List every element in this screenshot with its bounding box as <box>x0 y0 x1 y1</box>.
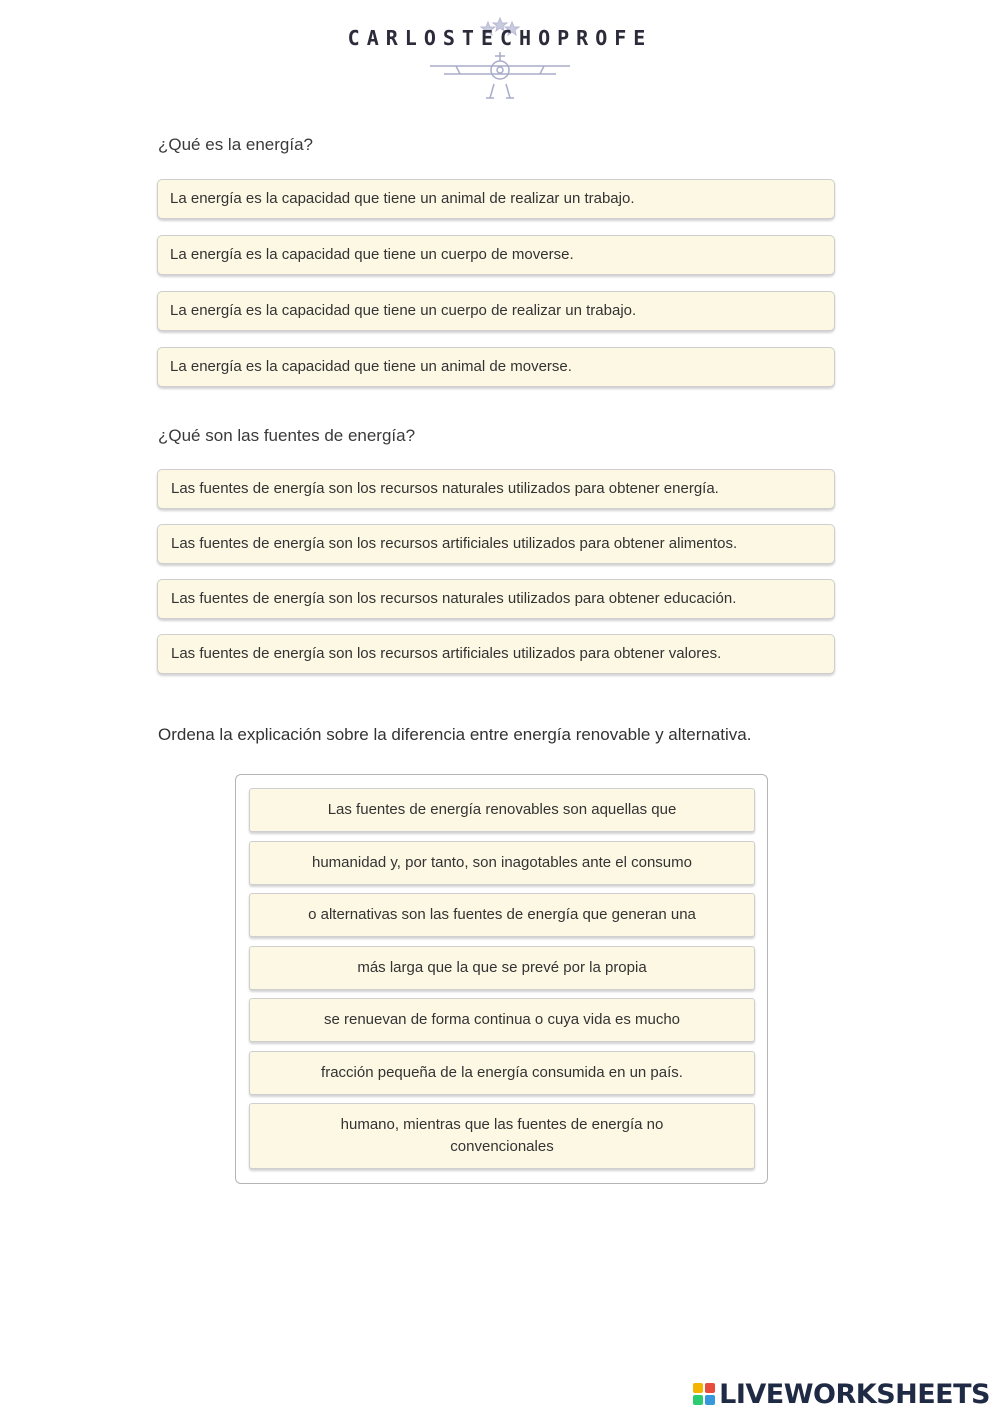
logo-text: CARLOSTECHOPROFE <box>347 26 653 50</box>
liveworksheets-brand: LIVEWORKSHEETS <box>719 1378 990 1410</box>
q1-option-4[interactable]: La energía es la capacidad que tiene un animal de moverse. <box>157 347 835 387</box>
q2-option-3[interactable]: Las fuentes de energía son los recursos naturales utilizados para obtener educación. <box>157 579 835 619</box>
q1-option-2[interactable]: La energía es la capacidad que tiene un cuerpo de moverse. <box>157 235 835 275</box>
site-logo <box>340 14 660 104</box>
order-item-7[interactable]: humano, mientras que las fuentes de energía no convencionales <box>249 1103 755 1169</box>
liveworksheets-logo <box>693 1378 990 1410</box>
question-3-instruction: Ordena la explicación sobre la diferencia entre energía renovable y alternativa. <box>158 725 752 744</box>
ordering-container <box>235 774 768 1184</box>
question-2-title: ¿Qué son las fuentes de energía? <box>158 426 416 445</box>
order-item-2[interactable]: humanidad y, por tanto, son inagotables ante el consumo <box>249 841 755 885</box>
liveworksheets-icon <box>693 1383 715 1405</box>
order-item-5[interactable]: se renuevan de forma continua o cuya vida es mucho <box>249 998 755 1042</box>
question-1-title: ¿Qué es la energía? <box>158 135 313 154</box>
q2-option-1[interactable]: Las fuentes de energía son los recursos naturales utilizados para obtener energía. <box>157 469 835 509</box>
q2-option-2[interactable]: Las fuentes de energía son los recursos artificiales utilizados para obtener alimentos. <box>157 524 835 564</box>
q1-option-1[interactable]: La energía es la capacidad que tiene un animal de realizar un trabajo. <box>157 179 835 219</box>
order-item-3[interactable]: o alternativas son las fuentes de energía que generan una <box>249 893 755 937</box>
order-item-4[interactable]: más larga que la que se prevé por la propia <box>249 946 755 990</box>
order-item-6[interactable]: fracción pequeña de la energía consumida en un país. <box>249 1051 755 1095</box>
order-item-1[interactable]: Las fuentes de energía renovables son aquellas que <box>249 788 755 832</box>
q1-option-3[interactable]: La energía es la capacidad que tiene un cuerpo de realizar un trabajo. <box>157 291 835 331</box>
q2-option-4[interactable]: Las fuentes de energía son los recursos artificiales utilizados para obtener valores. <box>157 634 835 674</box>
